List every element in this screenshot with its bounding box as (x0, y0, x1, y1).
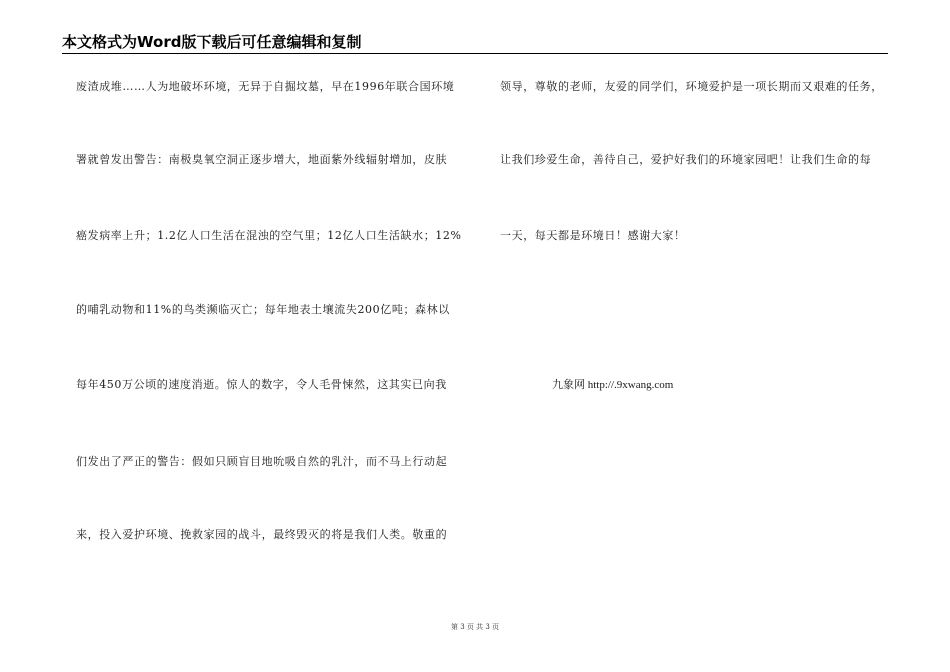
body-text-line: 的哺乳动物和11%的鸟类濒临灭亡；每年地表土壤流失200亿吨；森林以 (76, 303, 450, 316)
body-text-line: 每年450万公顷的速度消逝。惊人的数字，令人毛骨悚然，这其实已向我 (76, 378, 447, 391)
source-link-text: 九象网 http://.9xwang.com (552, 379, 674, 391)
body-text-line: 来，投入爱护环境、挽救家园的战斗，最终毁灭的将是我们人类。敬重的 (76, 528, 448, 541)
body-text-line: 让我们珍爱生命，善待自己，爱护好我们的环境家园吧！让我们生命的每 (500, 153, 872, 166)
body-text-line: 癌发病率上升；1.2亿人口生活在混浊的空气里；12亿人口生活缺水；12% (76, 229, 462, 242)
body-text-line: 署就曾发出警告：南极臭氧空洞正逐步增大，地面紫外线辐射增加，皮肤 (76, 153, 448, 166)
body-text-line: 领导，尊敬的老师，友爱的同学们，环境爱护是一项长期而又艰难的任务， (500, 80, 883, 93)
header-divider (62, 53, 888, 54)
document-header-title: 本文格式为Word版下载后可任意编辑和复制 (62, 33, 362, 51)
body-text-line: 一天，每天都是环境日！感谢大家！ (500, 229, 686, 242)
body-text-line: 们发出了严正的警告：假如只顾盲目地吮吸自然的乳汁，而不马上行动起 (76, 455, 448, 468)
body-text-line: 废渣成堆……人为地破坏环境，无异于自掘坟墓，早在1996年联合国环境 (76, 80, 455, 93)
page-number: 第 3 页 共 3 页 (450, 623, 500, 631)
